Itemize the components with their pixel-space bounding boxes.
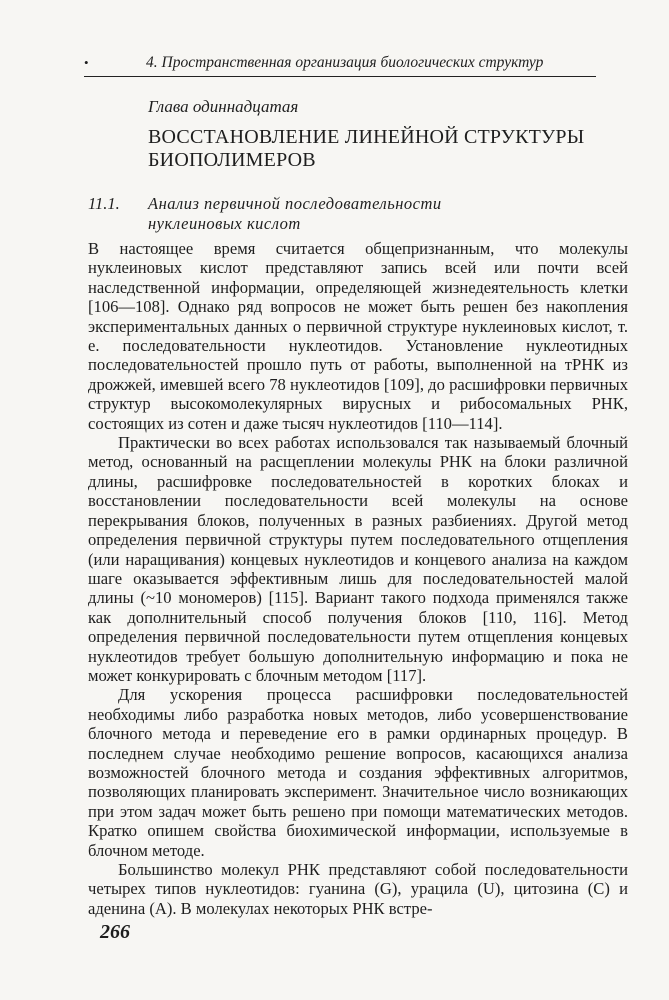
paragraph: Большинство молекул РНК представляют собой последовательности четырех типов нуклеотидов: гуанина (G), урацила (U), цитозина (C) и аденина (A). В молекулах некоторых РНК встре- [88,860,628,918]
chapter-label: Глава одиннадцатая [148,97,299,116]
header-rule [84,76,596,77]
chapter-title-line: ВОССТАНОВЛЕНИЕ ЛИНЕЙНОЙ СТРУКТУРЫ [148,126,585,148]
paragraph: В настоящее время считается общепризнанным, что молекулы нуклеиновых кислот представляют запись всей или почти всей наследственной информации, определяющей жизнедеятельность клетки [106—108]. Однако ряд вопросов не может быть решен без накопления экспериментальных данных о первичной структуре нуклеиновых кислот, т. е. последовательности нуклеотидов. Установление нуклеотидных последовательностей прошло путь от работы, выполненной на тРНК из дрожжей, имевшей всего 78 нуклеотидов [109], до расшифровки первичных структур высокомолекулярных вирусных и рибосомальных РНК, состоящих из сотен и даже тысяч нуклеотидов [110—114]. [88,239,628,433]
section-number: 11.1. [88,194,120,213]
running-head [84,52,596,78]
section-title-line: Анализ первичной последовательности [148,194,442,213]
section-title-line: нуклеиновых кислот [148,214,301,233]
page-number: 266 [100,921,130,943]
running-head-text: 4. Пространственная организация биологических структур [146,54,544,71]
body-text [88,239,628,918]
chapter-title-line: БИОПОЛИМЕРОВ [148,149,316,171]
chapter-title [148,126,588,172]
paragraph: Для ускорения процесса расшифровки последовательностей необходимы либо разработка новых методов, либо усовершенствование блочного метода и переведение его в рамки ординарных процедур. В последнем случае необходимо решение вопросов, касающихся анализа возможностей блочного метода и создания эффективных алгоритмов, позволяющих планировать эксперимент. Значительное число возникающих при этом задач может быть решено при помощи математических методов. Кратко опишем свойства биохимической информации, используемые в блочном методе. [88,685,628,860]
section-title [148,194,442,234]
bullet-marker: • [84,55,89,70]
paragraph: Практически во всех работах использовался так называемый блочный метод, основанный на расщеплении молекулы РНК на блоки различной длины, расшифровке последовательностей в коротких блоках и восстановлении последовательности всей молекулы на основе перекрывания блоков, полученных в разных разбиениях. Другой метод определения первичной структуры путем последовательного отщепления (или наращивания) концевых нуклеотидов и концевого анализа на каждом шаге оказывается эффективным лишь для последовательностей малой длины (~10 мономеров) [115]. Вариант такого подхода применялся также как дополнительный способ получения блоков [110, 116]. Метод определения первичной последовательности путем отщепления концевых нуклеотидов требует большую дополнительную информацию и пока не может конкурировать с блочным методом [117]. [88,433,628,685]
